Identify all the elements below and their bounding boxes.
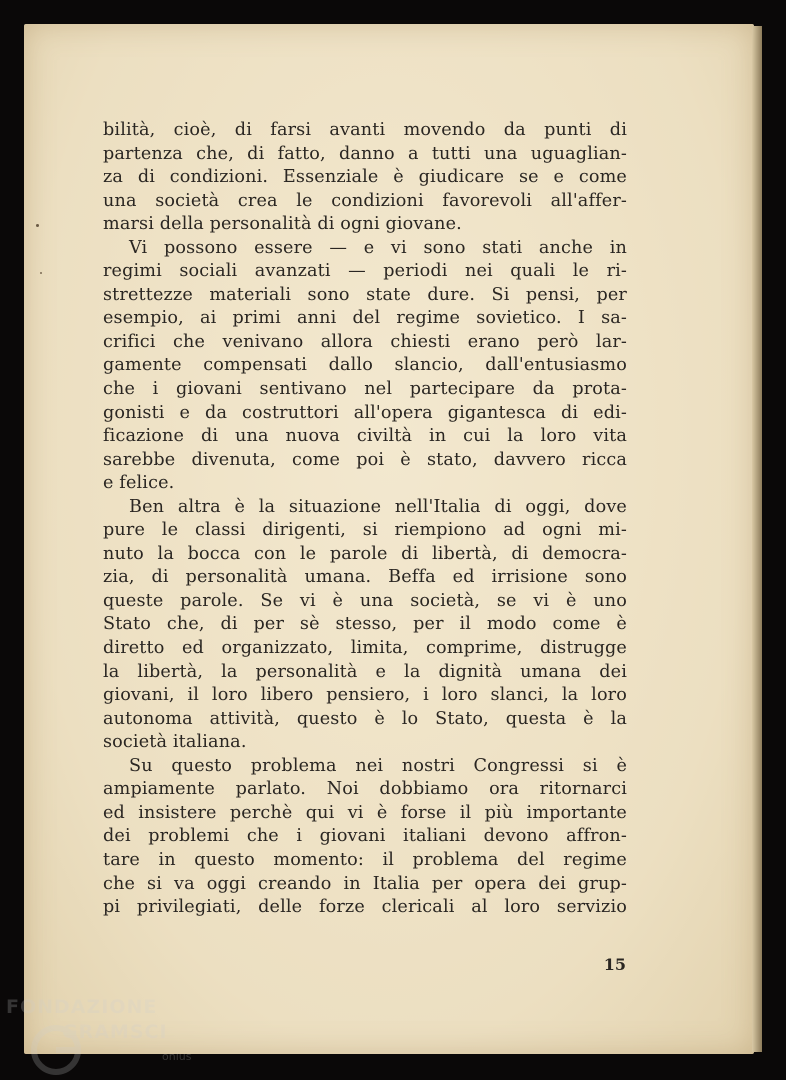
text-line: nuto la bocca con le parole di libertà, di democra-: [103, 543, 627, 564]
text-line: Ben altra è la situazione nell'Italia di oggi, dove: [129, 496, 627, 517]
text-line: ficazione di una nuova civiltà in cui la loro vita: [103, 426, 627, 447]
text-line: che si va oggi creando in Italia per opera dei grup-: [103, 873, 627, 894]
text-line: dei problemi che i giovani italiani devono affron-: [103, 826, 627, 847]
paper-speck: [36, 224, 39, 227]
text-line: regimi sociali avanzati — periodi nei quali le ri-: [103, 261, 627, 282]
text-line: queste parole. Se vi è una società, se vi è uno: [103, 590, 627, 611]
text-line: ed insistere perchè qui vi è forse il più importante: [103, 802, 627, 823]
text-line: bilità, cioè, di farsi avanti movendo da punti di: [103, 120, 627, 140]
watermark-line-1: FONDAZIONE: [6, 996, 158, 1018]
text-line: za di condizioni. Essenziale è giudicare se e come: [103, 167, 627, 188]
text-line: diretto ed organizzato, limita, comprime, distrugge: [103, 638, 627, 659]
text-line: autonoma attività, questo è lo Stato, questa è la: [103, 708, 627, 729]
page-edge: [752, 26, 762, 1052]
text-line: la libertà, la personalità e la dignità umana dei: [103, 661, 627, 682]
text-line: pi privilegiati, delle forze clericali al loro servizio: [103, 897, 627, 918]
text-line: tare in questo momento: il problema del regime: [103, 849, 627, 870]
body-text: [103, 119, 627, 920]
text-line: zia, di personalità umana. Beffa ed irrisione sono: [103, 567, 627, 588]
text-line: Stato che, di per sè stesso, per il modo come è: [103, 614, 627, 635]
text-line: esempio, ai primi anni del regime sovietico. I sa-: [103, 308, 627, 329]
text-line: pure le classi dirigenti, si riempiono ad ogni mi-: [103, 520, 627, 541]
text-line: strettezze materiali sono state dure. Si pensi, per: [103, 284, 627, 305]
watermark: [6, 996, 206, 1080]
text-line: ampiamente parlato. Noi dobbiamo ora ritornarci: [103, 779, 627, 800]
watermark-line-2: GRAMSCI: [62, 1021, 168, 1043]
text-line: Vi possono essere — e vi sono stati anche in: [129, 237, 627, 258]
text-line: sarebbe divenuta, come poi è stato, davvero ricca: [103, 449, 627, 470]
text-line: gonisti e da costruttori all'opera gigantesca di edi-: [103, 402, 627, 423]
text-line: una società crea le condizioni favorevoli all'affer-: [103, 190, 627, 211]
text-line: crifici che venivano allora chiesti erano però lar-: [103, 331, 627, 352]
text-line: giovani, il loro libero pensiero, i loro slanci, la loro: [103, 685, 627, 706]
text-line: gamente compensati dallo slancio, dall'entusiasmo: [103, 355, 627, 376]
text-line: partenza che, di fatto, danno a tutti una uguaglian-: [103, 143, 627, 164]
text-line: Su questo problema nei nostri Congressi si è: [129, 755, 627, 776]
text-line: marsi della personalità di ogni giovane.: [103, 214, 462, 235]
text-line: che i giovani sentivano nel partecipare da prota-: [103, 379, 627, 400]
watermark-line-3: onlus: [162, 1050, 192, 1063]
text-line: e felice.: [103, 473, 175, 494]
paper-speck: [40, 272, 42, 274]
text-line: società italiana.: [103, 732, 247, 753]
page-number: 15: [603, 955, 626, 974]
